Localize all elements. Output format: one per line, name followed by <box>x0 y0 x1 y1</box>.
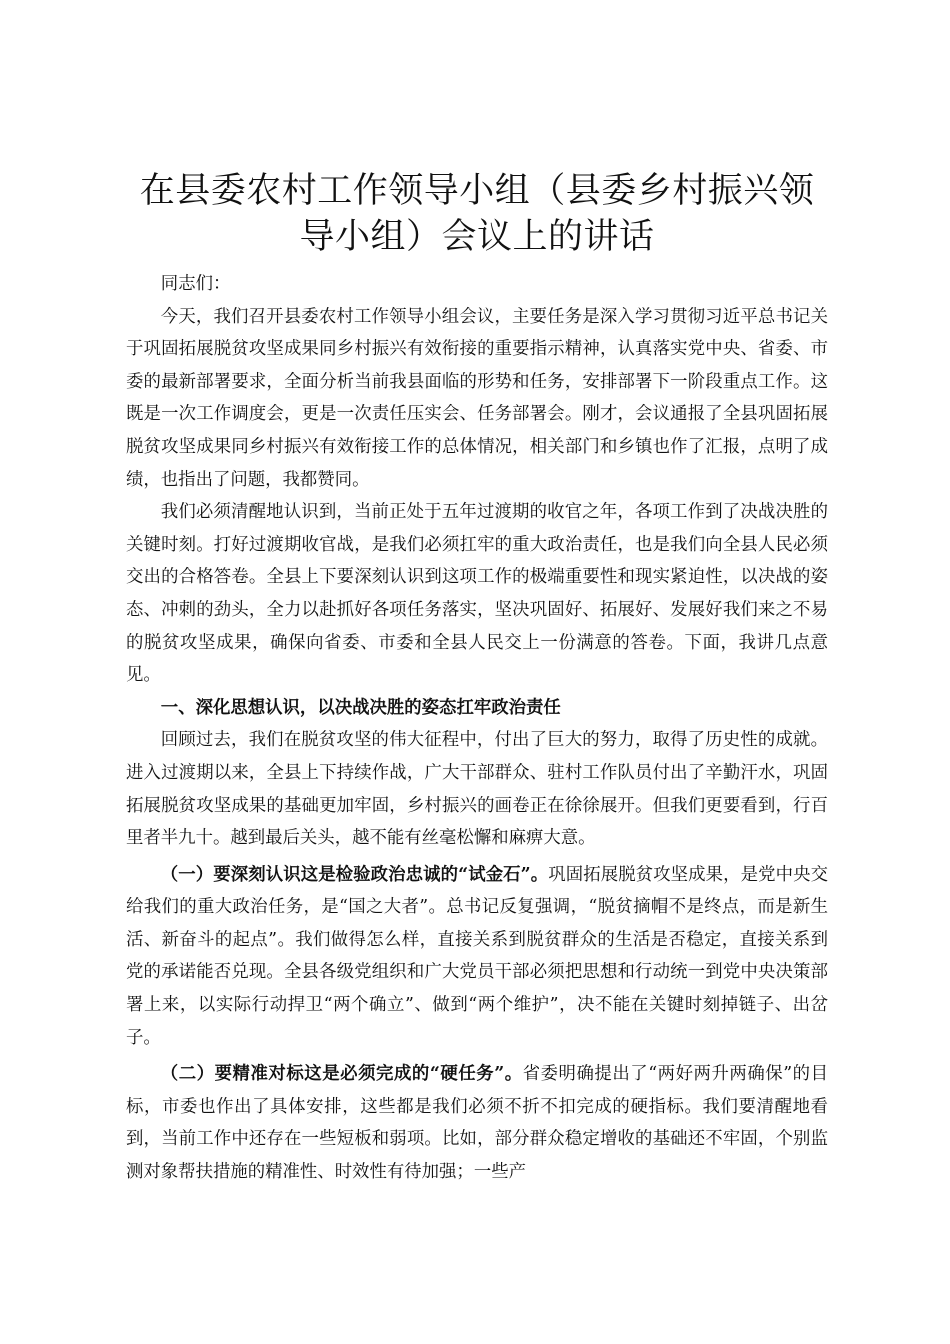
paragraph-1: 今天，我们召开县委农村工作领导小组会议，主要任务是深入学习贯彻习近平总书记关于巩固拓展脱贫攻坚成果同乡村振兴有效衔接的重要指示精神，认真落实党中央、省委、市委的最新部署要求，全面分析当前我县面临的形势和任务，安排部署下一阶段重点工作。这既是一次工作调度会，更是一次责任压实会、任务部署会。刚才，会议通报了全县巩固拓展脱贫攻坚成果同乡村振兴有效衔接工作的总体情况，相关部门和乡镇也作了汇报，点明了成绩，也指出了问题，我都赞同。 <box>126 306 828 490</box>
document-title: 在县委农村工作领导小组（县委乡村振兴领导小组）会议上的讲话 <box>139 171 815 257</box>
document-page <box>126 168 828 1189</box>
greeting: 同志们： <box>160 274 231 294</box>
subsection-2-lead: （二）要精准对标这是必须完成的“硬任务”。 <box>160 1064 523 1085</box>
subsection-2-body: 省委明确提出了“两好两升两确保”的目标，市委也作出了具体安排，这些都是我们必须不折不扣完成的硬指标。我们要清醒地看到，当前工作中还存在一些短板和弱项。比如，部分群众稳定增收的基础还不牢固，个别监测对象帮扶措施的精准性、时效性有待加强；一些产 <box>126 1064 828 1183</box>
subsection-1-lead: （一）要深刻认识这是检验政治忠诚的“试金石”。 <box>160 864 549 885</box>
subsection-1 <box>126 859 828 1055</box>
paragraph-3: 回顾过去，我们在脱贫攻坚的伟大征程中，付出了巨大的努力，取得了历史性的成就。进入过渡期以来，全县上下持续作战，广大干部群众、驻村工作队员付出了辛勤汗水，巩固拓展脱贫攻坚成果的基础更加牢固，乡村振兴的画卷正在徐徐展开。但我们更要看到，行百里者半九十。越到最后关头，越不能有丝毫松懈和麻痹大意。 <box>126 730 828 849</box>
subsection-1-body: 巩固拓展脱贫攻坚成果，是党中央交给我们的重大政治任务，是“国之大者”。总书记反复强调，“脱贫摘帽不是终点，而是新生活、新奋斗的起点”。我们做得怎么样，直接关系到脱贫群众的生活是否稳定，直接关系到党的承诺能否兑现。全县各级党组织和广大党员干部必须把思想和行动统一到党中央决策部署上来，以实际行动捍卫“两个确立”、做到“两个维护”，决不能在关键时刻掉链子、出岔子。 <box>126 864 828 1048</box>
subsection-2 <box>126 1058 828 1188</box>
section-heading-1: 一、深化思想认识，以决战决胜的姿态扛牢政治责任 <box>160 697 561 718</box>
paragraph-2: 我们必须清醒地认识到，当前正处于五年过渡期的收官之年，各项工作到了决战决胜的关键时刻。打好过渡期收官战，是我们必须扛牢的重大政治责任，也是我们向全县人民必须交出的合格答卷。全县上下要深刻认识到这项工作的极端重要性和现实紧迫性，以决战的姿态、冲刺的劲头，全力以赴抓好各项任务落实，坚决巩固好、拓展好、发展好我们来之不易的脱贫攻坚成果，确保向省委、市委和全县人民交上一份满意的答卷。下面，我讲几点意见。 <box>126 502 828 686</box>
